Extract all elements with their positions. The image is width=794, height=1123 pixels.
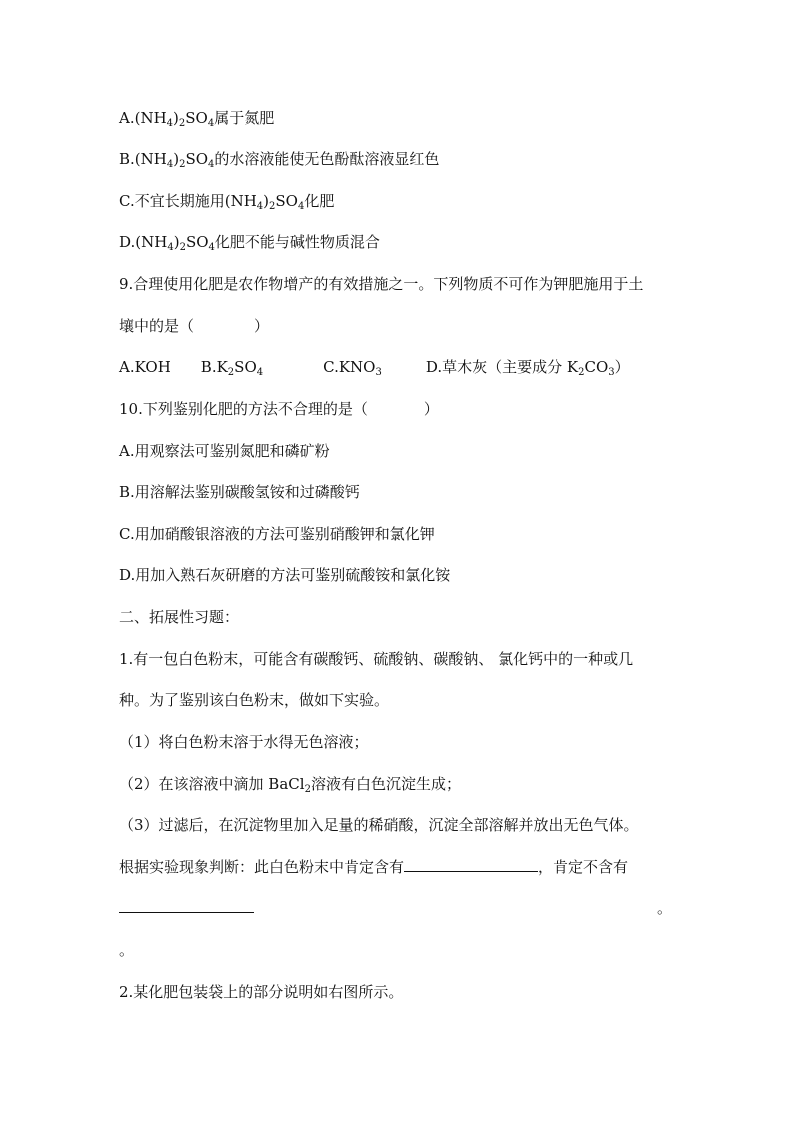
option-d-text: $D.(NH_4)_2SO_4$化肥不能与碱性物质混合 <box>119 233 380 253</box>
problem-1-stem: 1.有一包白色粉末，可能含有碳酸钙、硫酸钠、碳酸钠、 氯化钙中的一种或几 <box>119 650 634 668</box>
step-3: （3）过滤后，在沉淀物里加入足量的稀硝酸，沉淀全部溶解并放出无色气体。 <box>119 816 639 834</box>
answer-blank-not-contains[interactable] <box>119 898 254 913</box>
q9-option-d: D.草木灰（主要成分 $K_2CO_3$） <box>425 358 630 378</box>
answer-blank-contains[interactable] <box>404 857 538 872</box>
judgement-line-cont: 。 <box>119 898 679 918</box>
step-2: （2）在该溶液中滴加 BaCl$_2$溶液有白色沉淀生成； <box>119 775 461 795</box>
option-b-text: $B.(NH_4)_2SO_4$的水溶液能使无色酚酞溶液显红色 <box>119 150 440 170</box>
q10-option-b: B.用溶解法鉴别碳酸氢铵和过磷酸钙 <box>119 483 360 501</box>
q9-option-b: $B.K_2SO_4$ <box>200 358 264 378</box>
problem-1-stem-cont: 种。为了鉴别该白色粉末，做如下实验。 <box>119 691 390 709</box>
q10-option-d: D.用加入熟石灰研磨的方法可鉴别硫酸铵和氯化铵 <box>119 566 451 584</box>
option-c-text: C.不宜长期施用$(NH_4)_2SO_4$化肥 <box>119 192 335 212</box>
q9-option-a: A.KOH <box>119 358 171 376</box>
stray-period: 。 <box>119 941 135 959</box>
question-9-stem: 9.合理使用化肥是农作物增产的有效措施之一。下列物质不可作为钾肥施用于土 <box>119 275 644 293</box>
step-1: （1）将白色粉末溶于水得无色溶液； <box>119 733 369 751</box>
question-9-stem-cont: 壤中的是（ ） <box>119 317 270 335</box>
section-heading: 二、拓展性习题： <box>119 608 240 626</box>
problem-2-stem: 2.某化肥包装袋上的部分说明如右图所示。 <box>119 983 404 1001</box>
question-10-stem: 10.下列鉴别化肥的方法不合理的是（ ） <box>119 400 439 418</box>
question-9-options <box>119 357 630 377</box>
q10-option-a: A.用观察法可鉴别氮肥和磷矿粉 <box>119 442 330 460</box>
judgement-line: 根据实验现象判断：此白色粉末中肯定含有 ，肯定不含有 <box>119 858 629 876</box>
q9-option-c: $C.KNO_3$ <box>323 358 382 378</box>
q10-option-c: C.用加硝酸银溶液的方法可鉴别硝酸钾和氯化钾 <box>119 525 435 543</box>
option-a-text: $A.(NH_4)_2SO_4$属于氮肥 <box>119 109 275 129</box>
